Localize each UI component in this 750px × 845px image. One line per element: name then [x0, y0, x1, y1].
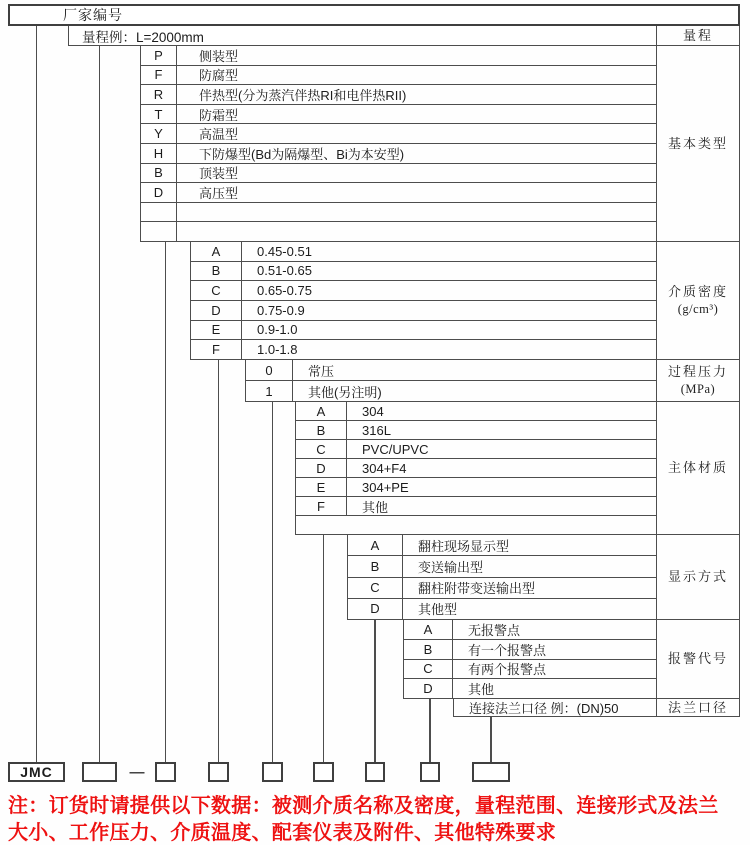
- desc-cell: 316L: [362, 422, 391, 438]
- ordering-note-line-2: 大小、工作压力、介质温度、配套仪表及附件、其他特殊要求: [8, 822, 557, 844]
- connector-line: [218, 360, 220, 762]
- desc-cell: 0.75-0.9: [257, 302, 305, 318]
- connector-line: [490, 717, 492, 762]
- code-cell: Y: [141, 124, 177, 143]
- desc-cell: 连接法兰口径 例：(DN)50: [469, 701, 619, 716]
- code-cell: T: [141, 105, 177, 124]
- desc-cell: 有一个报警点: [468, 642, 547, 658]
- desc-cell: 0.51-0.65: [257, 263, 312, 279]
- code-cell: [141, 222, 177, 241]
- code-cell: R: [141, 85, 177, 104]
- code-cell: P: [141, 46, 177, 65]
- table-row: [191, 281, 656, 301]
- connector-line: [429, 699, 431, 762]
- desc-cell: 304: [362, 403, 384, 419]
- section-table-2: [245, 360, 657, 402]
- desc-cell: 其他: [362, 499, 389, 515]
- category-label: 介质密度: [667, 284, 728, 300]
- code-cell: B: [141, 164, 177, 183]
- table-row: [348, 535, 656, 556]
- desc-cell: 伴热型(分为蒸汽伴热RI和电伴热RII): [199, 87, 407, 103]
- category-label: 报警代号: [667, 651, 728, 667]
- code-cell: E: [191, 321, 242, 340]
- code-blank-box: [313, 762, 334, 782]
- category-cell: [657, 242, 739, 360]
- category-cell: [657, 620, 739, 699]
- category-label: 法兰口径: [667, 699, 728, 715]
- connector-line: [374, 620, 376, 762]
- desc-cell: 其他: [468, 682, 495, 698]
- code-cell: B: [296, 421, 347, 439]
- table-row: [141, 203, 656, 223]
- code-cell: C: [348, 578, 403, 598]
- category-label: 主体材质: [667, 460, 728, 476]
- desc-cell: 高压型: [199, 185, 239, 201]
- desc-cell: 其他(另注明): [308, 384, 382, 400]
- code-cell: A: [191, 242, 242, 261]
- code-blank-box: [262, 762, 283, 782]
- table-row: [296, 402, 656, 421]
- desc-cell: PVC/UPVC: [362, 441, 429, 457]
- section-table-4: [347, 535, 657, 620]
- table-row: [296, 478, 656, 497]
- code-cell: E: [296, 478, 347, 496]
- code-blank-box: [208, 762, 229, 782]
- table-row: [191, 301, 656, 321]
- code-cell: F: [296, 497, 347, 515]
- table-row: [141, 105, 656, 125]
- desc-cell: 高温型: [199, 127, 239, 143]
- ordering-note-line-1: 注：订货时请提供以下数据：被测介质名称及密度，量程范围、连接形式及法兰: [8, 795, 719, 817]
- desc-cell: 翻柱附带变送输出型: [418, 581, 536, 597]
- code-cell: D: [296, 459, 347, 477]
- connector-line: [165, 242, 167, 762]
- desc-cell: 1.0-1.8: [257, 342, 298, 358]
- category-label: 量程: [682, 27, 713, 43]
- desc-cell: 顶装型: [199, 166, 239, 182]
- category-label: 基本类型: [667, 135, 728, 151]
- table-row: [404, 660, 656, 680]
- desc-cell: 变送输出型: [418, 559, 484, 575]
- code-cell: D: [191, 301, 242, 320]
- table-row: [246, 381, 656, 402]
- manufacturer-number-box: [8, 4, 740, 26]
- section-table-3: [295, 402, 657, 535]
- code-dash: [118, 762, 156, 782]
- section-table-6: [453, 699, 657, 717]
- code-cell: 0: [246, 360, 293, 380]
- table-row: [141, 164, 656, 184]
- section-table-5: [403, 620, 657, 699]
- code-blank-box: [365, 762, 385, 782]
- table-row: [141, 183, 656, 203]
- range-example-box: [68, 26, 657, 46]
- table-row: [191, 321, 656, 341]
- desc-cell: 0.45-0.51: [257, 243, 312, 259]
- connector-line: [99, 46, 101, 762]
- code-cell: D: [348, 599, 403, 619]
- code-blank-box: [82, 762, 117, 782]
- desc-cell: 304+PE: [362, 479, 409, 495]
- table-row: [296, 497, 656, 516]
- table-row: [348, 578, 656, 599]
- code-cell: C: [191, 281, 242, 300]
- category-cell: [657, 535, 739, 620]
- code-cell: 1: [246, 381, 293, 401]
- connector-line: [272, 402, 274, 762]
- category-cell: [657, 360, 739, 402]
- desc-cell: 防霜型: [199, 107, 239, 123]
- category-cell: [657, 402, 739, 535]
- category-label: 显示方式: [667, 569, 728, 585]
- code-cell: F: [191, 340, 242, 359]
- table-row: [141, 66, 656, 86]
- code-dash-glyph: —: [129, 763, 145, 781]
- desc-cell: 侧装型: [199, 48, 239, 64]
- desc-cell: 翻柱现场显示型: [418, 538, 510, 554]
- code-cell: D: [404, 679, 453, 698]
- code-blank-box: [155, 762, 176, 782]
- table-row: [191, 242, 656, 262]
- table-row: [141, 222, 656, 242]
- table-row: [141, 85, 656, 105]
- code-cell: A: [404, 620, 453, 639]
- table-row: [141, 144, 656, 164]
- code-cell: D: [141, 183, 177, 202]
- desc-cell: 下防爆型(Bd为隔爆型、Bi为本安型): [199, 146, 405, 162]
- table-row: [191, 340, 656, 360]
- table-row: [141, 46, 656, 66]
- code-blank-box: [472, 762, 510, 782]
- desc-cell: 0.9-1.0: [257, 322, 298, 338]
- code-cell: B: [404, 640, 453, 659]
- code-cell: C: [404, 660, 453, 679]
- desc-cell: 防腐型: [199, 68, 239, 84]
- table-row: [296, 459, 656, 478]
- category-label: 过程压力: [667, 364, 728, 380]
- section-table-0: [140, 46, 657, 242]
- category-cell: [657, 46, 739, 242]
- code-cell: H: [141, 144, 177, 163]
- connector-line: [323, 535, 325, 762]
- range-example-text: 量程例：L=2000mm: [82, 29, 204, 45]
- table-row: [296, 421, 656, 440]
- desc-cell: 常压: [308, 363, 335, 379]
- table-row: [404, 679, 656, 699]
- category-cell: [657, 699, 739, 717]
- code-cell: B: [191, 262, 242, 281]
- table-row: [404, 620, 656, 640]
- table-row: [348, 599, 656, 620]
- desc-cell: 其他型: [418, 602, 458, 618]
- category-cell-range: [657, 26, 739, 46]
- table-row: [348, 556, 656, 577]
- category-label-column: [657, 26, 740, 717]
- code-cell: C: [296, 440, 347, 458]
- code-blank-box: [420, 762, 440, 782]
- desc-cell: 无报警点: [468, 622, 521, 638]
- table-row: [246, 360, 656, 381]
- category-label: (g/cm³): [677, 301, 719, 316]
- code-cell: A: [296, 402, 347, 420]
- table-row: [296, 440, 656, 459]
- code-cell: [141, 203, 177, 222]
- connector-line: [36, 26, 38, 762]
- code-cell: A: [348, 535, 403, 555]
- table-row: [141, 124, 656, 144]
- desc-cell: 有两个报警点: [468, 662, 547, 678]
- code-cell: B: [348, 556, 403, 576]
- desc-cell: 0.65-0.75: [257, 283, 312, 299]
- model-prefix-box: JMC: [8, 762, 65, 782]
- table-row: [404, 640, 656, 660]
- table-row: [191, 262, 656, 282]
- table-row: [296, 516, 656, 535]
- section-table-1: [190, 242, 657, 360]
- desc-cell: 304+F4: [362, 460, 407, 476]
- category-label: (MPa): [680, 381, 716, 396]
- code-cell: F: [141, 66, 177, 85]
- table-row: [454, 699, 656, 717]
- manufacturer-number-label: 厂家编号: [63, 7, 123, 23]
